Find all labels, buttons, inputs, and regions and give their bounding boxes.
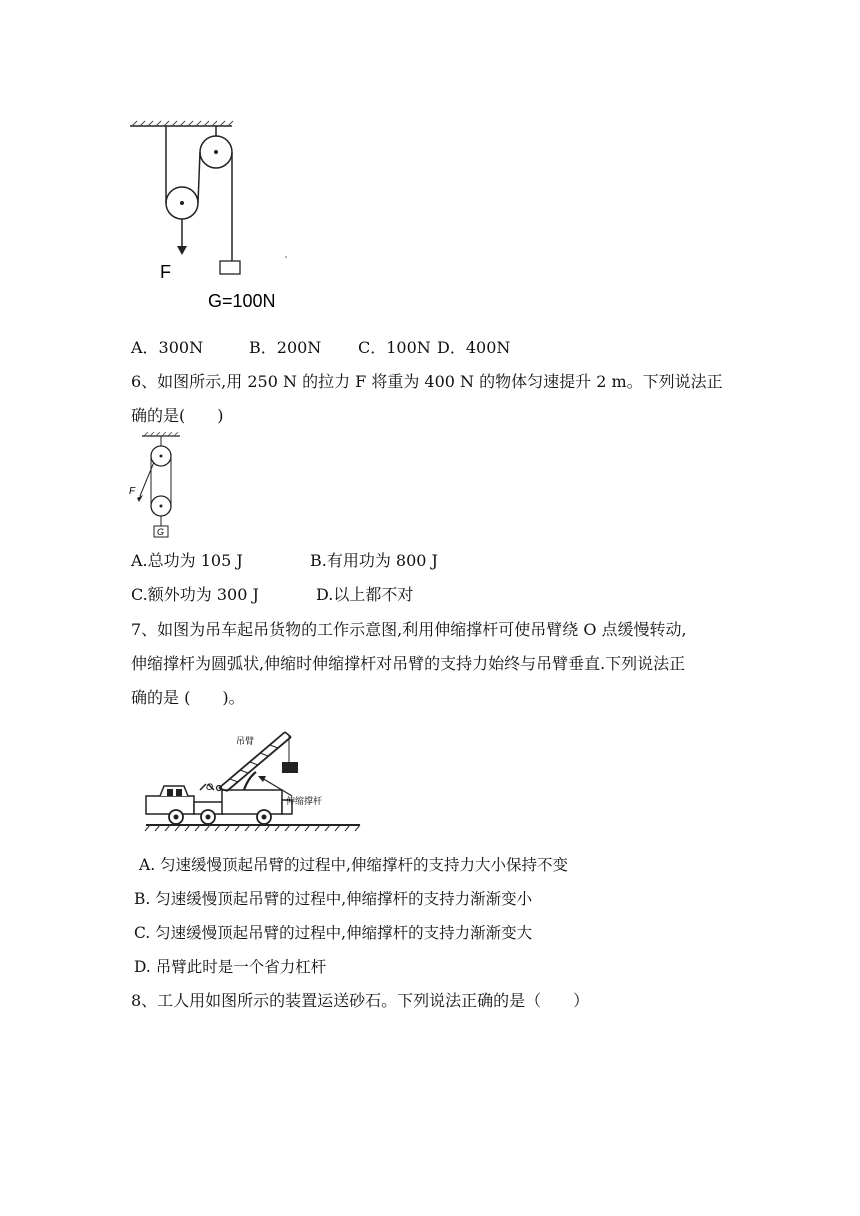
weight-label: G=100N [208, 291, 276, 311]
q7-option-a[interactable]: A. 匀速缓慢顶起吊臂的过程中,伸缩撑杆的支持力大小保持不变 [139, 856, 568, 874]
q5-option-a[interactable]: A．300N [131, 338, 204, 357]
q8-stem-line1: 8、工人用如图所示的装置运送砂石。下列说法正确的是（ ） [131, 991, 590, 1010]
pulley-figure-2 [126, 432, 186, 542]
boom-label: 吊臂 [236, 736, 255, 746]
pivot-label: O [206, 782, 214, 792]
q7-option-c[interactable]: C. 匀速缓慢顶起吊臂的过程中,伸缩撑杆的支持力渐渐变大 [134, 924, 533, 942]
q6-force-label: F [129, 486, 136, 497]
q6-stem-line2: 确的是( ) [131, 406, 224, 425]
q7-option-d[interactable]: D. 吊臂此时是一个省力杠杆 [134, 958, 327, 976]
q7-stem-line1: 7、如图为吊车起吊货物的工作示意图,利用伸缩撑杆可使吊臂绕 O 点缓慢转动, [131, 620, 687, 639]
q5-option-d[interactable]: D．400N [437, 338, 511, 357]
q6-weight-label: G [157, 527, 165, 537]
pulley-figure-1 [120, 118, 300, 318]
q6-option-c[interactable]: C.额外功为 300 J [131, 585, 259, 604]
q6-option-a[interactable]: A.总功为 105 J [131, 551, 243, 570]
force-label: F [160, 262, 171, 282]
q6-option-d[interactable]: D.以上都不对 [316, 585, 414, 604]
q6-option-b[interactable]: B.有用功为 800 J [310, 551, 438, 570]
q5-option-c[interactable]: C．100N [358, 338, 431, 357]
q7-stem-line3: 确的是 ( )。 [131, 688, 245, 707]
strut-label: 伸缩撑杆 [286, 796, 323, 806]
crane-figure [140, 724, 370, 834]
q7-stem-line2: 伸缩撑杆为圆弧状,伸缩时伸缩撑杆对吊臂的支持力始终与吊臂垂直.下列说法正 [131, 654, 686, 673]
q5-option-b[interactable]: B．200N [249, 338, 322, 357]
q6-stem-line1: 6、如图所示,用 250 N 的拉力 F 将重为 400 N 的物体匀速提升 2 m。下列说法正 [131, 372, 723, 391]
q7-option-b[interactable]: B. 匀速缓慢顶起吊臂的过程中,伸缩撑杆的支持力渐渐变小 [134, 890, 533, 908]
